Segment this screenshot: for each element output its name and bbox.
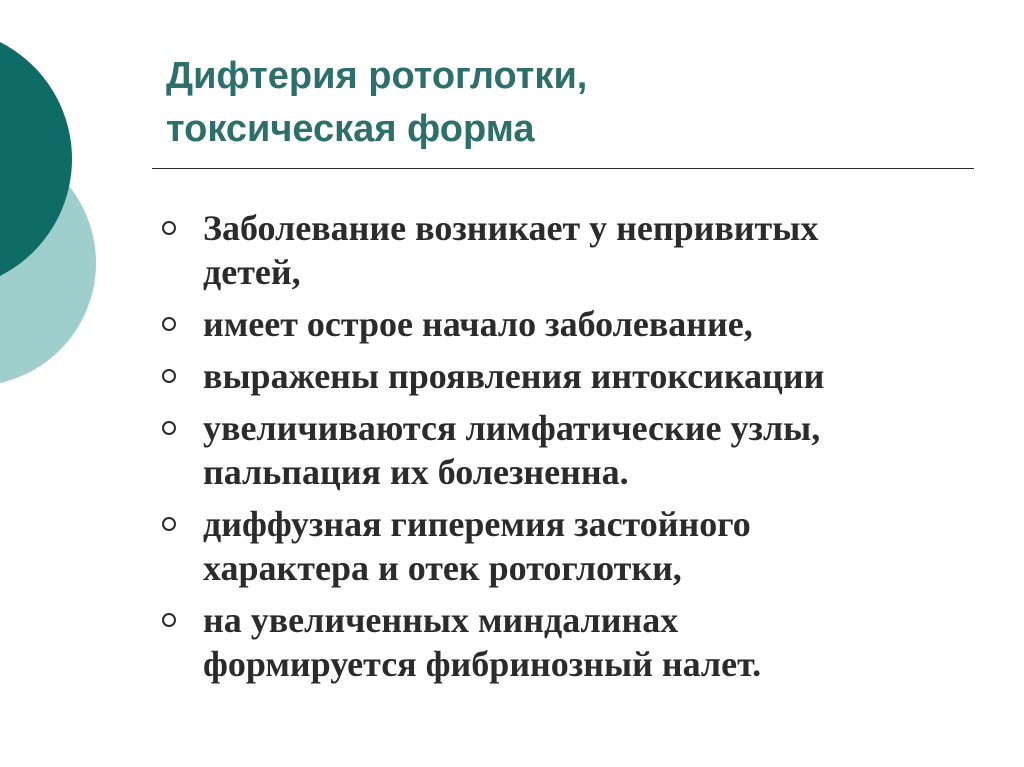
- bullet-line: имеет острое начало заболевание,: [203, 304, 753, 344]
- bullet-line: увеличиваются лимфатические узлы,: [203, 408, 821, 448]
- bullet-item: [158, 354, 958, 398]
- hollow-circle-bullet-icon: [162, 421, 176, 435]
- bullet-item: [158, 206, 958, 294]
- hollow-circle-bullet-icon: [162, 369, 176, 383]
- bullet-line: выражены проявления интоксикации: [203, 356, 825, 396]
- bullet-item: [158, 406, 958, 494]
- bullet-item: [158, 598, 958, 686]
- bullet-list: [158, 206, 958, 694]
- slide-title-line: Дифтерия ротоглотки,: [166, 55, 588, 97]
- bullet-text: [203, 406, 958, 494]
- bullet-line: пальпация их болезненна.: [203, 452, 629, 492]
- bullet-text: [203, 206, 958, 294]
- bullet-item: [158, 302, 958, 346]
- bullet-text: [203, 598, 958, 686]
- bullet-line: характера и отек ротоглотки,: [203, 548, 682, 588]
- bullet-item: [158, 502, 958, 590]
- bullet-text: [203, 302, 958, 346]
- hollow-circle-bullet-icon: [162, 613, 176, 627]
- bullet-line: Заболевание возникает у непривитых: [203, 208, 819, 248]
- bullet-line: детей,: [203, 252, 301, 292]
- bullet-line: диффузная гиперемия застойного: [203, 504, 751, 544]
- slide-title: [166, 50, 587, 156]
- bullet-line: на увеличенных миндалинах: [203, 600, 679, 640]
- title-divider: [152, 168, 974, 169]
- hollow-circle-bullet-icon: [162, 317, 176, 331]
- bullet-text: [203, 502, 958, 590]
- bullet-line: формируется фибринозный налет.: [203, 644, 762, 684]
- bullet-text: [203, 354, 958, 398]
- slide-title-line: токсическая форма: [166, 108, 535, 150]
- hollow-circle-bullet-icon: [162, 221, 176, 235]
- hollow-circle-bullet-icon: [162, 517, 176, 531]
